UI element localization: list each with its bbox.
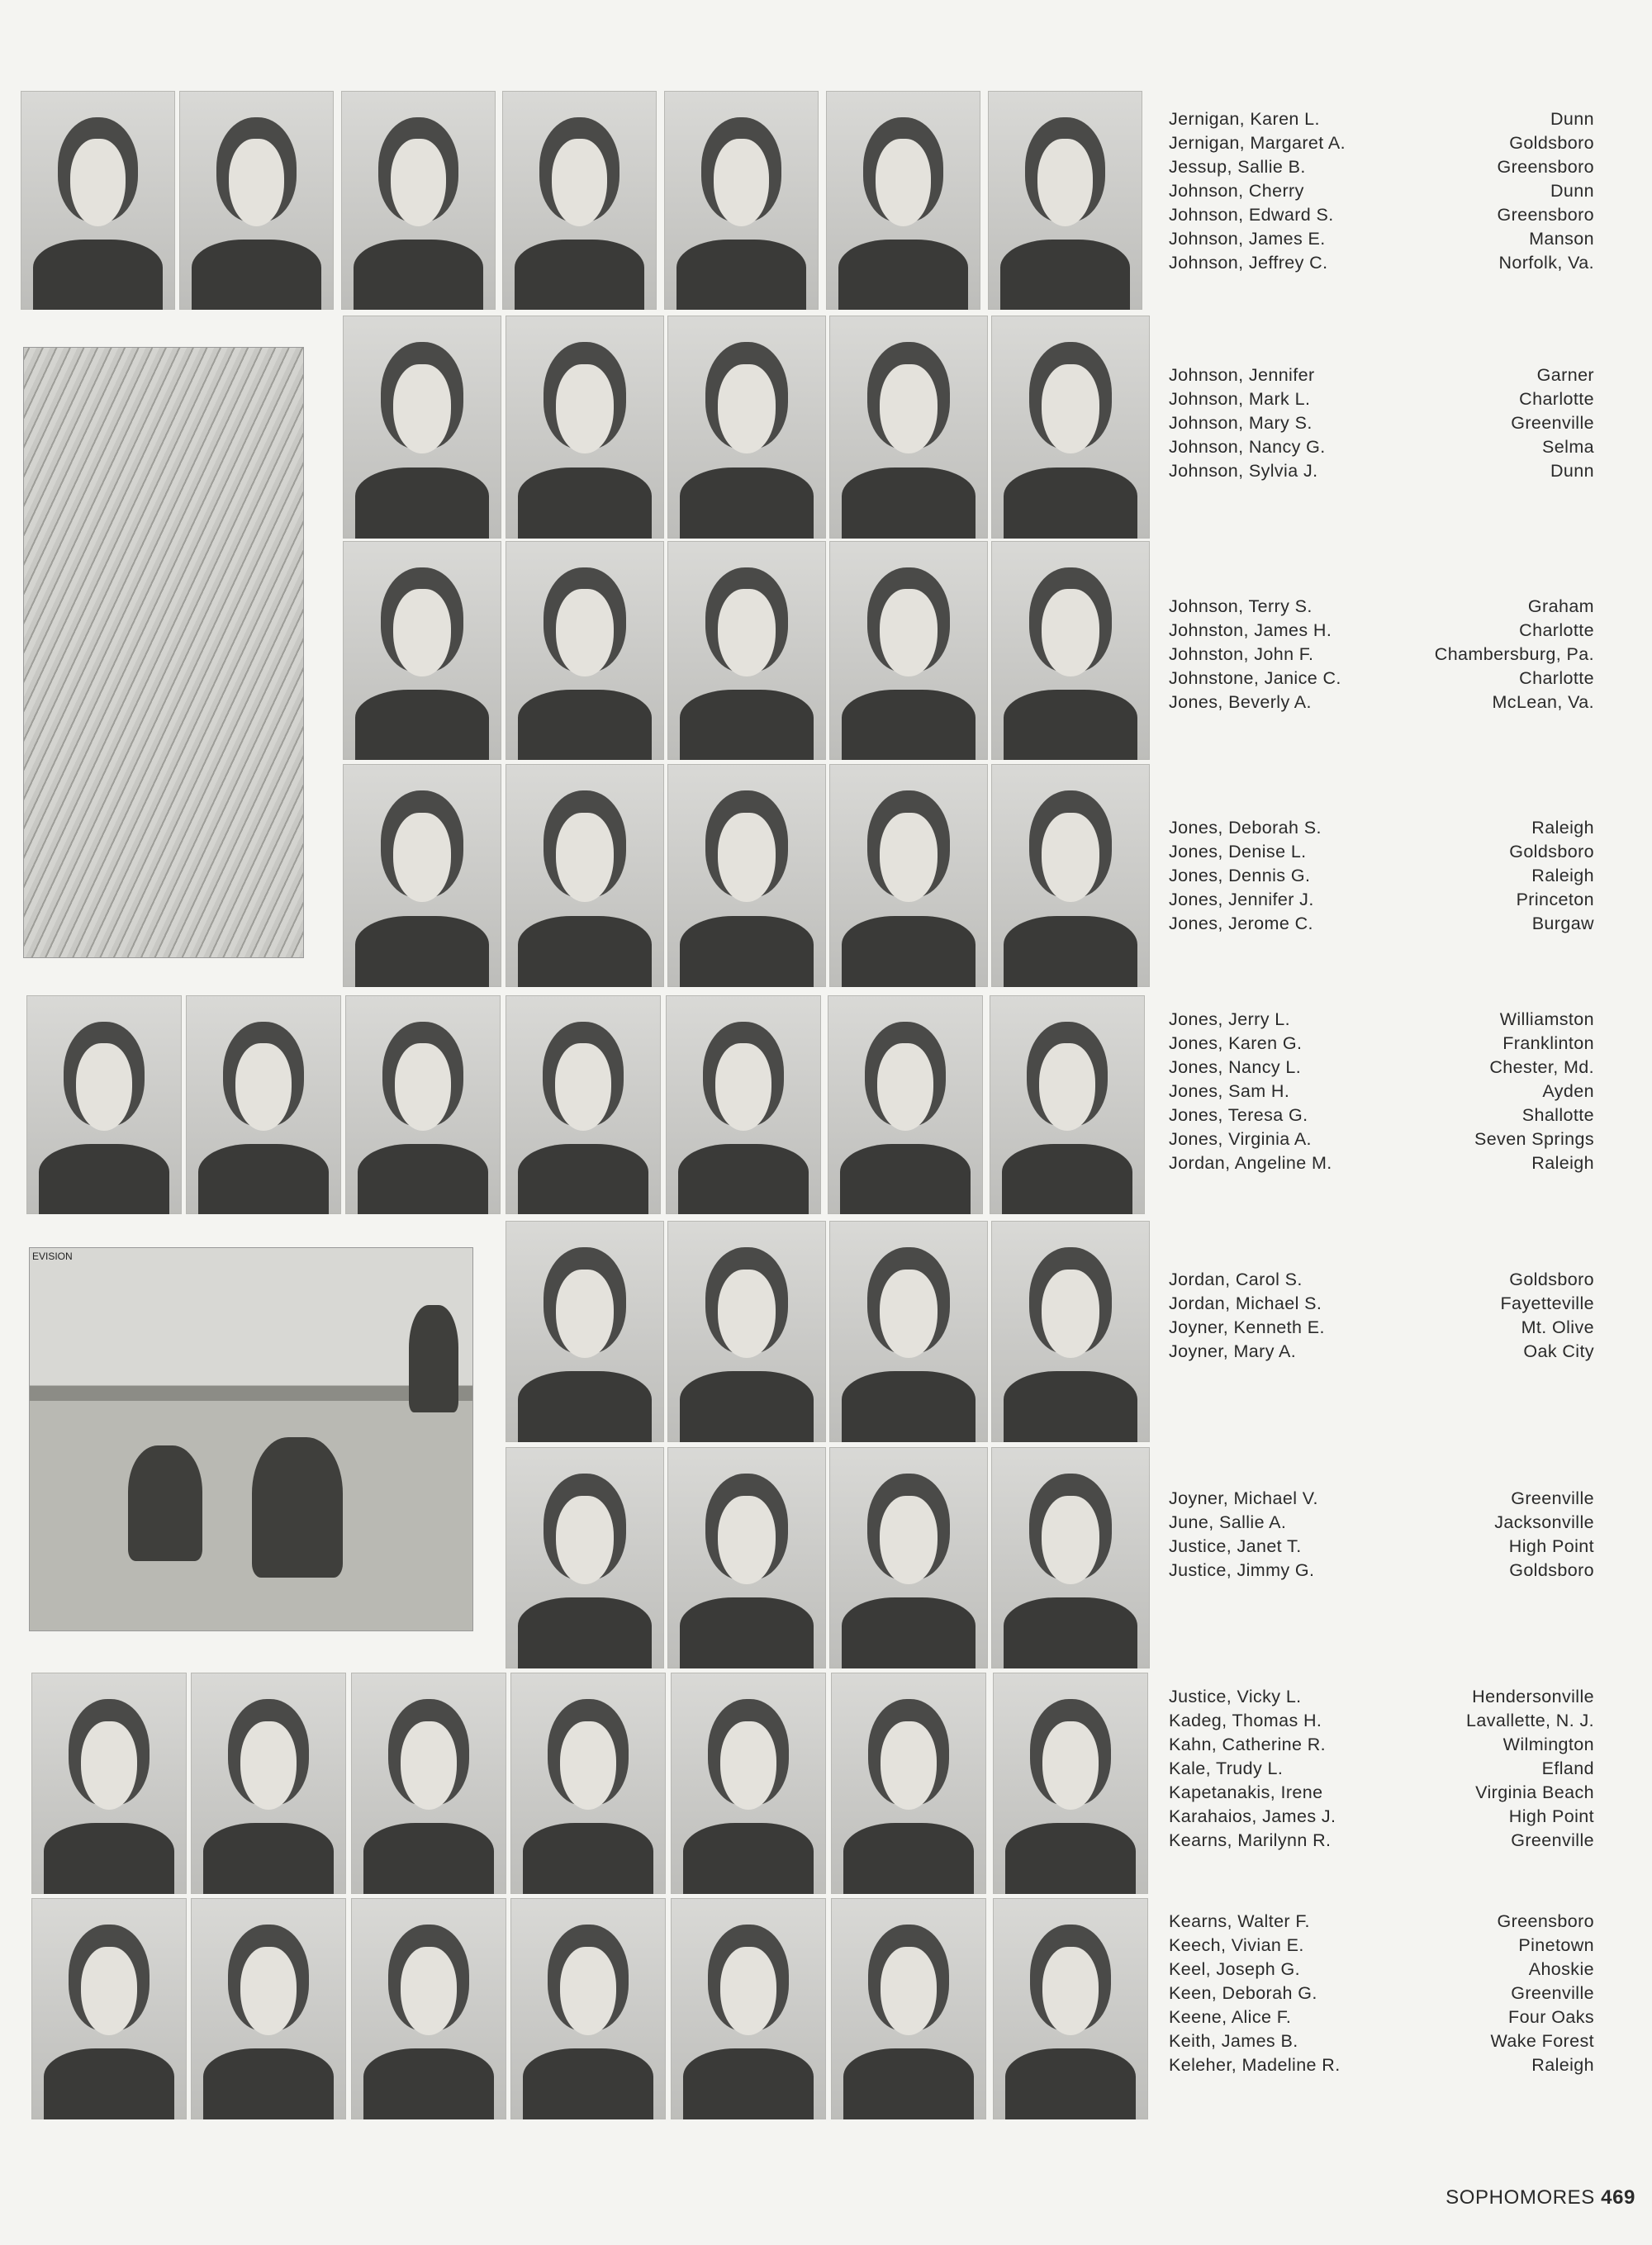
student-portrait xyxy=(351,1898,506,2119)
student-portrait xyxy=(829,1447,988,1668)
hometown-column xyxy=(1509,816,1594,936)
student-name: Johnson, Jennifer xyxy=(1169,365,1315,385)
student-portrait xyxy=(341,91,496,310)
name-column xyxy=(1169,1487,1318,1583)
student-hometown: Charlotte xyxy=(1519,389,1594,409)
candid-photo-caption: EVISION xyxy=(32,1251,73,1262)
student-name: Jones, Beverly A. xyxy=(1169,692,1312,712)
student-name: Johnson, Cherry xyxy=(1169,181,1304,201)
student-portrait xyxy=(510,1673,666,1894)
student-portrait xyxy=(671,1673,826,1894)
student-portrait xyxy=(667,316,826,539)
student-name: Justice, Jimmy G. xyxy=(1169,1560,1315,1580)
student-name: Johnson, Nancy G. xyxy=(1169,437,1326,457)
student-name: Jones, Jerome C. xyxy=(1169,914,1313,933)
student-hometown: Raleigh xyxy=(1531,866,1594,885)
student-name: Justice, Vicky L. xyxy=(1169,1687,1302,1706)
student-name: Johnson, Terry S. xyxy=(1169,596,1313,616)
student-hometown: High Point xyxy=(1508,1536,1594,1556)
student-name: Kearns, Marilynn R. xyxy=(1169,1830,1332,1850)
student-name: Johnson, Mark L. xyxy=(1169,389,1311,409)
student-hometown: Virginia Beach xyxy=(1475,1782,1594,1802)
student-portrait xyxy=(991,1447,1150,1668)
student-name: Karahaios, James J. xyxy=(1169,1806,1336,1826)
student-hometown: Raleigh xyxy=(1531,818,1594,838)
student-hometown: Ayden xyxy=(1542,1081,1594,1101)
student-hometown: Hendersonville xyxy=(1472,1687,1594,1706)
student-name: Kearns, Walter F. xyxy=(1169,1911,1310,1931)
student-name: Kahn, Catherine R. xyxy=(1169,1735,1327,1754)
student-name: Joyner, Michael V. xyxy=(1169,1488,1318,1508)
student-portrait xyxy=(829,764,988,987)
student-name: Keleher, Madeline R. xyxy=(1169,2055,1341,2075)
student-hometown: Greenville xyxy=(1511,1983,1594,2003)
student-hometown: Williamston xyxy=(1499,1009,1594,1029)
name-column xyxy=(1169,363,1326,483)
student-name: Jordan, Carol S. xyxy=(1169,1270,1303,1289)
student-name: Jones, Nancy L. xyxy=(1169,1057,1302,1077)
student-name: Keith, James B. xyxy=(1169,2031,1298,2051)
student-hometown: Ahoskie xyxy=(1528,1959,1594,1979)
student-hometown: Graham xyxy=(1527,596,1594,616)
student-hometown: Mt. Olive xyxy=(1521,1317,1594,1337)
student-portrait xyxy=(506,541,664,760)
student-hometown: Goldsboro xyxy=(1509,842,1594,861)
student-hometown: Greenville xyxy=(1511,1488,1594,1508)
student-name: Kapetanakis, Irene xyxy=(1169,1782,1323,1802)
student-name: Keen, Deborah G. xyxy=(1169,1983,1317,2003)
student-hometown: Goldsboro xyxy=(1509,1560,1594,1580)
student-portrait xyxy=(31,1898,187,2119)
student-hometown: Princeton xyxy=(1516,890,1594,909)
hometown-column xyxy=(1497,107,1594,275)
student-portrait xyxy=(829,1221,988,1442)
student-hometown: Jacksonville xyxy=(1494,1512,1594,1532)
student-name: Jones, Deborah S. xyxy=(1169,818,1322,838)
candid-figure xyxy=(409,1305,458,1412)
name-column xyxy=(1169,595,1341,714)
student-name: Keel, Joseph G. xyxy=(1169,1959,1300,1979)
student-hometown: Goldsboro xyxy=(1509,133,1594,153)
student-name: Johnson, Mary S. xyxy=(1169,413,1313,433)
hometown-column xyxy=(1511,363,1594,483)
student-portrait xyxy=(506,995,661,1214)
name-column xyxy=(1169,1268,1325,1364)
student-name: Jernigan, Margaret A. xyxy=(1169,133,1346,153)
student-hometown: Charlotte xyxy=(1519,668,1594,688)
student-hometown: Chambersburg, Pa. xyxy=(1434,644,1594,664)
student-portrait xyxy=(666,995,821,1214)
hometown-column xyxy=(1435,595,1594,714)
student-hometown: Goldsboro xyxy=(1509,1270,1594,1289)
student-name: Jordan, Angeline M. xyxy=(1169,1153,1332,1173)
student-portrait xyxy=(991,541,1150,760)
student-name: June, Sallie A. xyxy=(1169,1512,1287,1532)
page-footer xyxy=(1446,2186,1635,2209)
student-name: Jessup, Sallie B. xyxy=(1169,157,1306,177)
student-portrait xyxy=(991,1221,1150,1442)
student-name: Jones, Jennifer J. xyxy=(1169,890,1314,909)
student-portrait xyxy=(506,1447,664,1668)
student-portrait xyxy=(988,91,1142,310)
student-name: Jones, Teresa G. xyxy=(1169,1105,1308,1125)
student-portrait xyxy=(179,91,334,310)
student-hometown: Fayetteville xyxy=(1500,1293,1594,1313)
student-name: Johnston, John F. xyxy=(1169,644,1314,664)
section-label: SOPHOMORES xyxy=(1446,2186,1595,2209)
name-column xyxy=(1169,1008,1332,1175)
student-name: Johnson, Edward S. xyxy=(1169,205,1334,225)
student-name: Jones, Dennis G. xyxy=(1169,866,1311,885)
student-portrait xyxy=(343,764,501,987)
student-portrait xyxy=(829,316,988,539)
student-hometown: Greensboro xyxy=(1497,157,1594,177)
student-portrait xyxy=(21,91,175,310)
student-portrait xyxy=(506,764,664,987)
student-name: Johnson, Jeffrey C. xyxy=(1169,253,1328,273)
student-name: Johnson, Sylvia J. xyxy=(1169,461,1318,481)
page-number: 469 xyxy=(1601,2186,1635,2209)
student-portrait xyxy=(664,91,819,310)
student-hometown: Oak City xyxy=(1523,1341,1594,1361)
hometown-column xyxy=(1500,1268,1594,1364)
student-hometown: Garner xyxy=(1536,365,1594,385)
student-hometown: Wake Forest xyxy=(1490,2031,1594,2051)
student-name: Keech, Vivian E. xyxy=(1169,1935,1304,1955)
name-column xyxy=(1169,107,1346,275)
student-portrait xyxy=(31,1673,187,1894)
student-name: Johnston, James H. xyxy=(1169,620,1332,640)
candid-photo-trees xyxy=(23,347,304,958)
student-portrait xyxy=(351,1673,506,1894)
student-hometown: Efland xyxy=(1541,1759,1594,1778)
student-hometown: Franklinton xyxy=(1502,1033,1594,1053)
student-portrait xyxy=(667,541,826,760)
student-portrait xyxy=(826,91,980,310)
candid-figure xyxy=(252,1437,343,1578)
candid-photo-lawn xyxy=(29,1247,473,1631)
student-portrait xyxy=(191,1673,346,1894)
student-hometown: Norfolk, Va. xyxy=(1498,253,1594,273)
student-portrait xyxy=(671,1898,826,2119)
student-portrait xyxy=(191,1898,346,2119)
student-name: Justice, Janet T. xyxy=(1169,1536,1302,1556)
student-name: Kale, Trudy L. xyxy=(1169,1759,1284,1778)
student-portrait xyxy=(502,91,657,310)
student-portrait xyxy=(506,316,664,539)
student-portrait xyxy=(345,995,501,1214)
student-portrait xyxy=(343,541,501,760)
student-portrait xyxy=(506,1221,664,1442)
student-hometown: McLean, Va. xyxy=(1492,692,1594,712)
hometown-column xyxy=(1466,1685,1594,1853)
student-portrait xyxy=(991,316,1150,539)
student-name: Jones, Jerry L. xyxy=(1169,1009,1290,1029)
student-portrait xyxy=(667,764,826,987)
student-name: Johnson, James E. xyxy=(1169,229,1326,249)
student-name: Jones, Sam H. xyxy=(1169,1081,1290,1101)
candid-figure xyxy=(128,1445,202,1561)
student-portrait xyxy=(26,995,182,1214)
student-hometown: Burgaw xyxy=(1531,914,1594,933)
student-portrait xyxy=(993,1898,1148,2119)
student-name: Joyner, Mary A. xyxy=(1169,1341,1297,1361)
student-hometown: Manson xyxy=(1529,229,1594,249)
name-column xyxy=(1169,1685,1336,1853)
name-column xyxy=(1169,816,1322,936)
student-name: Jones, Karen G. xyxy=(1169,1033,1303,1053)
student-portrait xyxy=(831,1673,986,1894)
student-hometown: Dunn xyxy=(1550,181,1594,201)
student-name: Johnstone, Janice C. xyxy=(1169,668,1341,688)
hometown-column xyxy=(1494,1487,1594,1583)
hometown-column xyxy=(1474,1008,1594,1175)
student-name: Kadeg, Thomas H. xyxy=(1169,1711,1322,1730)
student-hometown: Charlotte xyxy=(1519,620,1594,640)
student-hometown: Four Oaks xyxy=(1508,2007,1594,2027)
student-name: Joyner, Kenneth E. xyxy=(1169,1317,1325,1337)
student-hometown: Greensboro xyxy=(1497,1911,1594,1931)
student-hometown: Seven Springs xyxy=(1474,1129,1594,1149)
student-portrait xyxy=(993,1673,1148,1894)
student-hometown: Dunn xyxy=(1550,461,1594,481)
student-portrait xyxy=(343,316,501,539)
student-portrait xyxy=(186,995,341,1214)
student-hometown: Lavallette, N. J. xyxy=(1466,1711,1594,1730)
name-column xyxy=(1169,1910,1341,2077)
student-portrait xyxy=(829,541,988,760)
student-hometown: Pinetown xyxy=(1518,1935,1594,1955)
student-hometown: Greenville xyxy=(1511,413,1594,433)
student-hometown: Shallotte xyxy=(1521,1105,1594,1125)
student-hometown: Chester, Md. xyxy=(1489,1057,1594,1077)
hometown-column xyxy=(1491,1910,1594,2077)
student-portrait xyxy=(991,764,1150,987)
student-portrait xyxy=(990,995,1145,1214)
student-hometown: Greensboro xyxy=(1497,205,1594,225)
student-hometown: Selma xyxy=(1542,437,1594,457)
student-portrait xyxy=(667,1221,826,1442)
student-hometown: High Point xyxy=(1508,1806,1594,1826)
student-portrait xyxy=(828,995,983,1214)
student-name: Jordan, Michael S. xyxy=(1169,1293,1322,1313)
student-hometown: Raleigh xyxy=(1531,1153,1594,1173)
student-name: Jernigan, Karen L. xyxy=(1169,109,1320,129)
student-portrait xyxy=(510,1898,666,2119)
student-name: Keene, Alice F. xyxy=(1169,2007,1292,2027)
student-name: Jones, Virginia A. xyxy=(1169,1129,1312,1149)
student-hometown: Wilmington xyxy=(1502,1735,1594,1754)
student-portrait xyxy=(667,1447,826,1668)
student-hometown: Greenville xyxy=(1511,1830,1594,1850)
student-name: Jones, Denise L. xyxy=(1169,842,1307,861)
student-hometown: Raleigh xyxy=(1531,2055,1594,2075)
student-portrait xyxy=(831,1898,986,2119)
student-hometown: Dunn xyxy=(1550,109,1594,129)
